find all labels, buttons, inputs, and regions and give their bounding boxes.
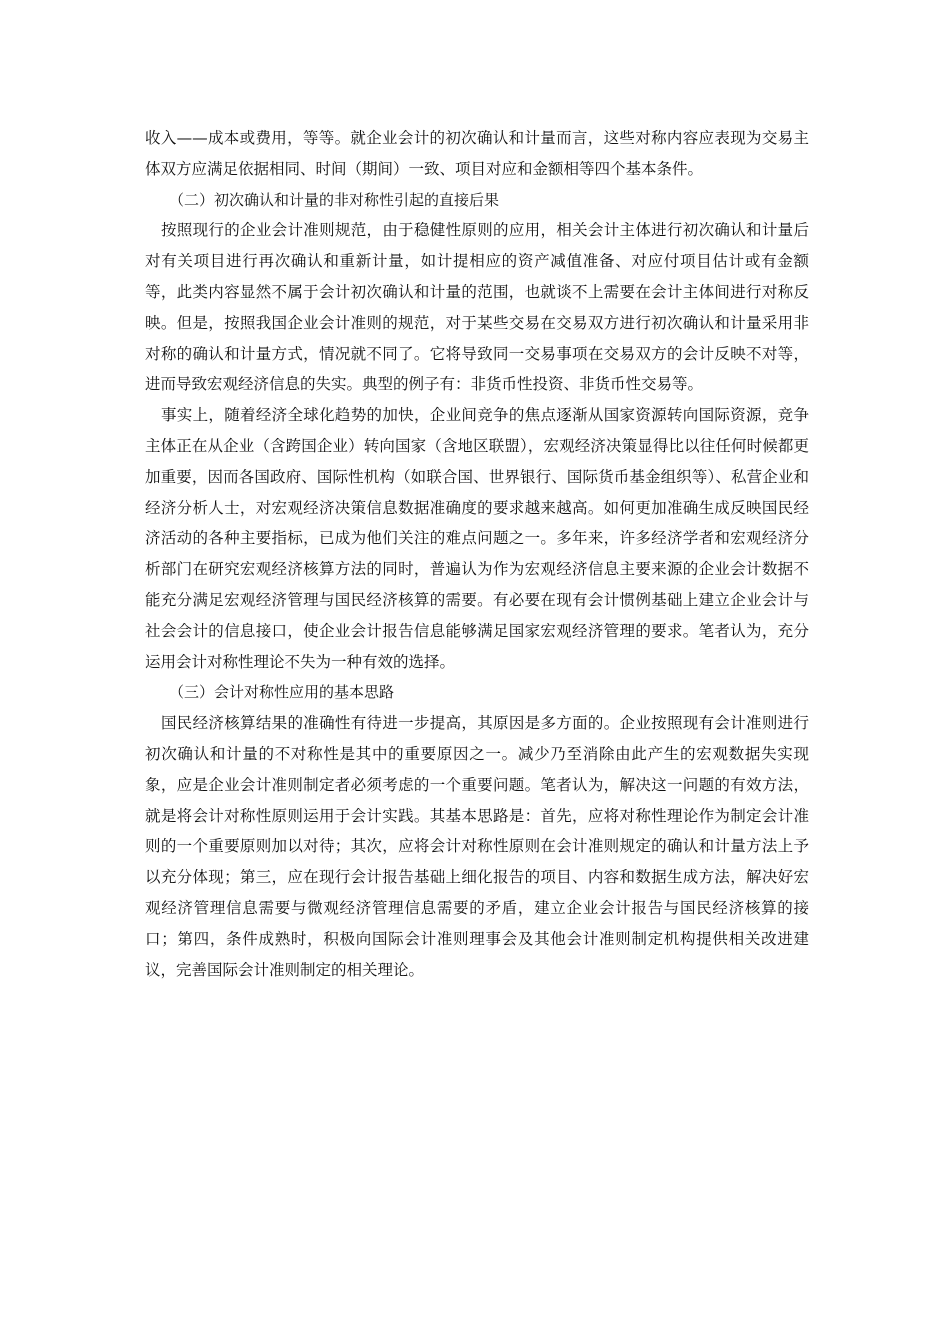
paragraph-basic-approach: 国民经济核算结果的准确性有待进一步提高，其原因是多方面的。企业按照现有会计准则进行初次确认和计量的不对称性是其中的重要原因之一。减少乃至消除由此产生的宏观数据失实现象，应是企业会计准则制定者必须考虑的一个重要问题。笔者认为，解决这一问题的有效方法，就是将会计对称性原则运用于会计实践。其基本思路是：首先，应将对称性理论作为制定会计准则的一个重要原则加以对待；其次，应将会计对称性原则在会计准则规定的确认和计量方法上予以充分体现；第三，应在现行会计报告基础上细化报告的项目、内容和数据生成方法，解决好宏观经济管理信息需要与微观经济管理信息需要的矛盾，建立企业会计报告与国民经济核算的接口；第四，条件成熟时，积极向国际会计准则理事会及其他会计准则制定机构提供相关改进建议，完善国际会计准则制定的相关理论。 [145, 714, 809, 979]
document-body [145, 123, 809, 985]
paragraph-continuation: 收入——成本或费用，等等。就企业会计的初次确认和计量而言，这些对称内容应表现为交易主体双方应满足依据相同、时间（期间）一致、项目对应和金额相等四个基本条件。 [145, 129, 809, 178]
section-heading-2: （二）初次确认和计量的非对称性引起的直接后果 [169, 190, 500, 209]
paragraph-asymmetry-consequences: 按照现行的企业会计准则规范，由于稳健性原则的应用，相关会计主体进行初次确认和计量后对有关项目进行再次确认和重新计量，如计提相应的资产减值准备、对应付项目估计或有金额等，此类内容显然不属于会计初次确认和计量的范围，也就谈不上需要在会计主体间进行对称反映。但是，按照我国企业会计准则的规范，对于某些交易在交易双方进行初次确认和计量采用非对称的确认和计量方式，情况就不同了。它将导致同一交易事项在交易双方的会计反映不对等，进而导致宏观经济信息的失实。典型的例子有：非货币性投资、非货币性交易等。 [145, 221, 809, 394]
section-heading-3: （三）会计对称性应用的基本思路 [169, 683, 395, 702]
paragraph-globalization: 事实上，随着经济全球化趋势的加快，企业间竞争的焦点逐渐从国家资源转向国际资源，竞争主体正在从企业（含跨国企业）转向国家（含地区联盟），宏观经济决策显得比以往任何时候都更加重要，因而各国政府、国际性机构（如联合国、世界银行、国际货币基金组织等）、私营企业和经济分析人士，对宏观经济决策信息数据准确度的要求越来越高。如何更加准确生成反映国民经济活动的各种主要指标，已成为他们关注的难点问题之一。多年来，许多经济学者和宏观经济分析部门在研究宏观经济核算方法的同时，普遍认为作为宏观经济信息主要来源的企业会计数据不能充分满足宏观经济管理与国民经济核算的需要。有必要在现有会计惯例基础上建立企业会计与社会会计的信息接口，使企业会计报告信息能够满足国家宏观经济管理的要求。笔者认为，充分运用会计对称性理论不失为一种有效的选择。 [145, 406, 809, 671]
